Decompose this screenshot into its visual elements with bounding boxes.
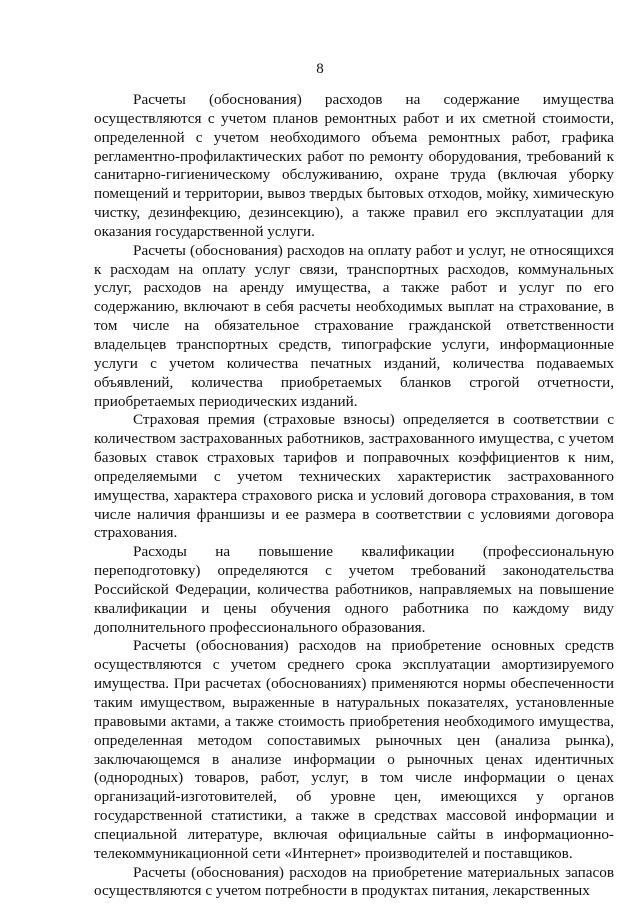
paragraph-property-maintenance: Расчеты (обоснования) расходов на содержание имущества осуществляются с учетом планов ремонтных работ и их сметной стоимости, определенной с учетом необходимого объема ремонтных работ, графика регламентно-профилактических работ по ремонту оборудования, требований к санитарно-гигиеническому обслуживанию, охране труда (включая уборку помещений и территории, вывоз твердых бытовых отходов, мойку, химическую чистку, дезинфекцию, дезинсекцию), а также правил его эксплуатации для оказания государственной услуги.	[94, 91, 614, 240]
page-number: 8	[316, 61, 324, 77]
paragraph-other-services: Расчеты (обоснования) расходов на оплату работ и услуг, не относящихся к расходам на оплату услуг связи, транспортных расходов, коммунальных услуг, расходов на аренду имущества, а также работ и услуг по его содержанию, включают в себя расчеты необходимых выплат на страхование, в том числе на обязательное страхование гражданской ответственности владельцев транспортных средств, типографские услуги, информационные услуги с учетом количества печатных изданий, количества подаваемых объявлений, количества приобретаемых бланков строгой отчетности, приобретаемых периодических изданий.	[94, 241, 614, 410]
document-body	[94, 91, 614, 901]
paragraph-fixed-assets: Расчеты (обоснования) расходов на приобретение основных средств осуществляются с учетом среднего срока эксплуатации амортизируемого имущества. При расчетах (обоснованиях) применяются нормы обеспеченности таким имуществом, выраженные в натуральных показателях, установленные правовыми актами, а также стоимость приобретения необходимого имущества, определенная методом сопоставимых рыночных цен (анализа рынка), заключающемся в анализе информации о рыночных ценах идентичных (однородных) товаров, работ, услуг, в том числе информации о ценах организаций-изготовителей, об уровне цен, имеющихся у органов государственной статистики, а также в средствах массовой информации и специальной литературе, включая официальные сайты в информационно-телекоммуникационной сети «Интернет» производителей и поставщиков.	[94, 637, 614, 862]
paragraph-qualification-training: Расходы на повышение квалификации (профессиональную переподготовку) определяются с учетом требований законодательства Российской Федерации, количества работников, направляемых на повышение квалификации и цены обучения одного работника по каждому виду дополнительного профессионального образования.	[94, 543, 614, 636]
paragraph-insurance-premium: Страховая премия (страховые взносы) определяется в соответствии с количеством застрахованных работников, застрахованного имущества, с учетом базовых ставок страховых тарифов и поправочных коэффициентов к ним, определяемыми с учетом технических характеристик застрахованного имущества, характера страхового риска и условий договора страхования, в том числе наличия франшизы и ее размера в соответствии с условиями договора страхования.	[94, 411, 614, 542]
paragraph-material-stocks: Расчеты (обоснования) расходов на приобретение материальных запасов осуществляются с учетом потребности в продуктах питания, лекарственных	[94, 863, 614, 900]
